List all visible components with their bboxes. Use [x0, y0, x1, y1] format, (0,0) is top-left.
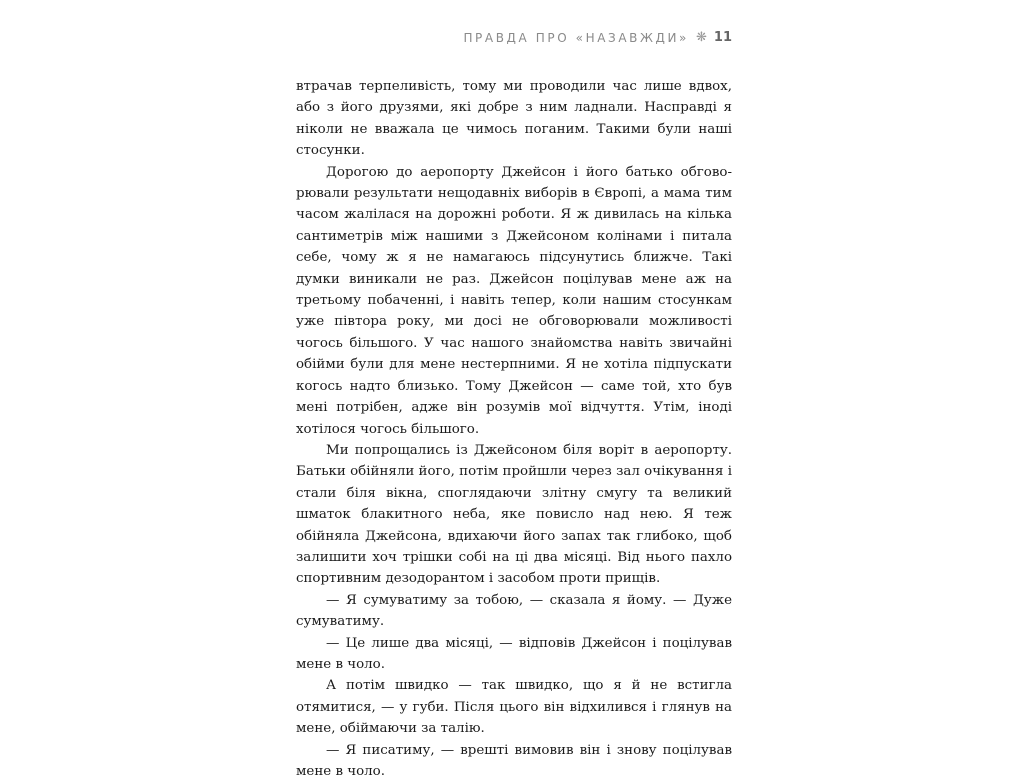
body-text: [296, 76, 732, 782]
running-header: [463, 30, 732, 45]
dialogue-paragraph: — Я писатиму, — врешті вимовив він і знову поцілував мене в чоло.: [296, 742, 732, 779]
page-number: 11: [713, 30, 732, 45]
running-header-title: ПРАВДА ПРО «НАЗАВЖДИ»: [463, 30, 689, 45]
paragraph: Ми попрощались із Джейсоном біля воріт в аеропорту. Батьки обійняли його, потім пройшли через зал очікування і стали біля вікна, споглядаючи злітну смугу та великий шматок блакитного неба, яке повисло над нею. Я теж обійняла Джейсона, вдихаючи його запах так глибоко, щоб залишити хоч трішки собі на ці два місяці. Від нього пахло спортивним дезодорантом і засобом проти прищів.: [296, 442, 732, 587]
paragraph: втрачав терпеливість, тому ми проводили час лише вдвох, або з його друзями, які добре з ним ладнали. Насправді я ніколи не вважала це чимось поганим. Такими були наші стосунки.: [296, 79, 732, 159]
paragraph: Дорогою до аеропорту Джейсон і його батько обговорювали результати нещодавніх виборів в Європі, а мама тим часом жалілася на дорожні роботи. Я ж дивилась на кілька сантиметрів між нашими з Джейсоном колінами і питала себе, чому ж я не намагаюсь підсунутись ближче. Такі думки виникали не раз. Джейсон поцілував мене аж на третьому побаченні, і навіть тепер, коли нашим стосункам уже півтора року, ми досі не обговорювали можливості чогось більшого. У час нашого знайомства навіть звичайні обійми були для мене нестерпними. Я не хотіла підпускати когось надто близько. Тому Джейсон — саме той, хто був мені потрібен, адже він розумів мої відчуття. Утім, іноді хотілося чогось більшого.: [296, 164, 732, 437]
dialogue-paragraph: — Це лише два місяці, — відповів Джейсон і поцілував мене в чоло.: [296, 635, 732, 672]
paragraph: А потім швидко — так швидко, що я й не встигла отямитися, — у губи. Після цього він відхилився і глянув на мене, обіймаючи за талію.: [296, 678, 732, 737]
flower-ornament-icon: ❋: [696, 30, 707, 45]
dialogue-paragraph: — Я сумуватиму за тобою, — сказала я йому. — Дуже сумуватиму.: [296, 592, 732, 630]
